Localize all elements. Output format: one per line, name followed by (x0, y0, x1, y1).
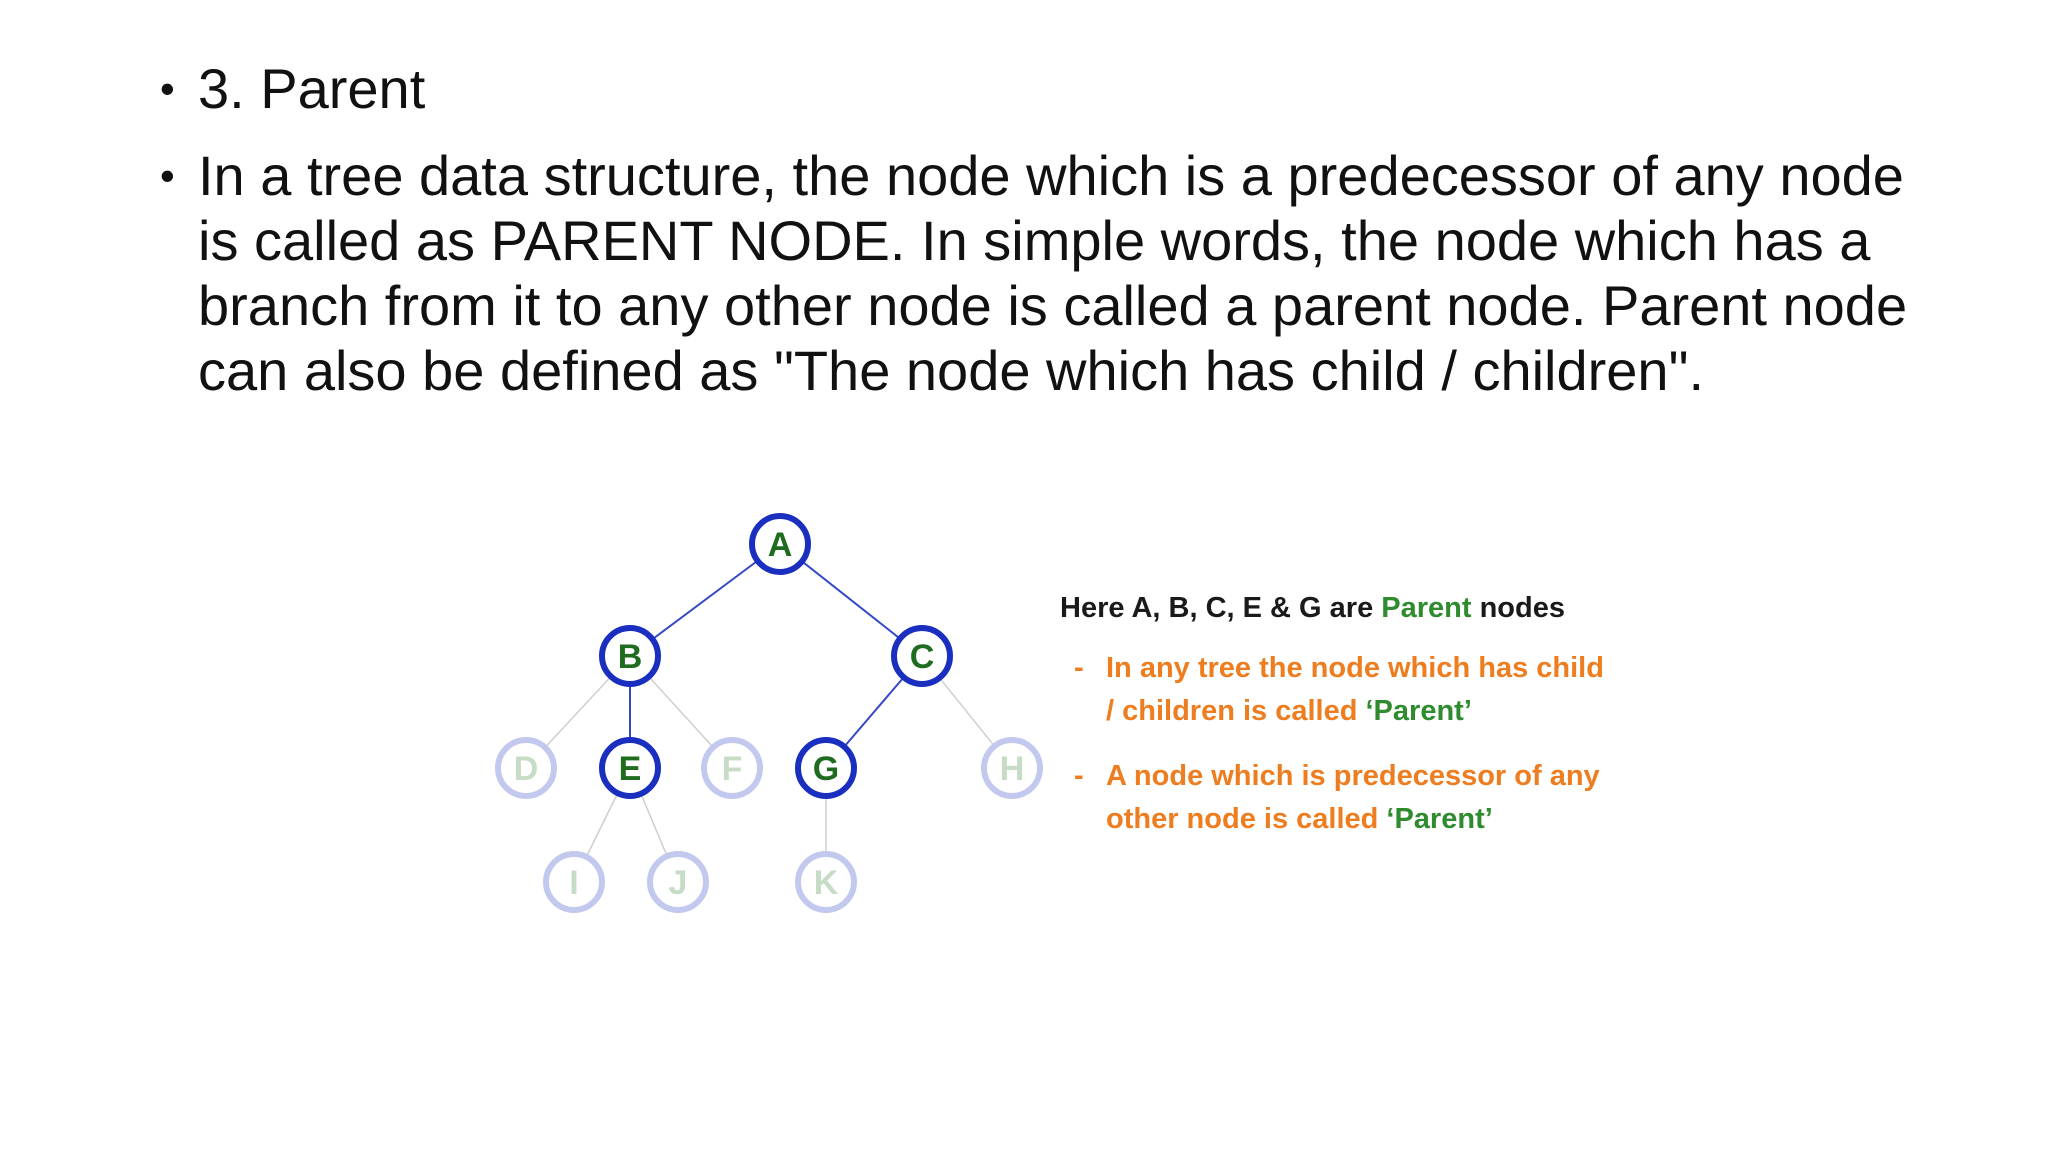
tree-edge-E-I (586, 793, 617, 857)
headline-suffix: nodes (1471, 592, 1565, 624)
tree-node-label: B (617, 638, 643, 676)
tree-edge-C-G (844, 677, 904, 746)
tree-node-A (752, 516, 808, 572)
tree-node-E (602, 740, 658, 796)
tree-node-label: D (513, 750, 539, 788)
headline-highlight: Parent (1381, 592, 1472, 624)
tree-edges (545, 561, 994, 857)
point-highlight: ‘Parent’ (1386, 803, 1493, 835)
tree-node-I (546, 854, 602, 910)
bullet-dot: • (160, 152, 175, 199)
tree-edge-B-F (649, 677, 713, 748)
tree-node-label: A (767, 526, 793, 564)
bullet-dot: • (160, 65, 175, 112)
tree-node-H (984, 740, 1040, 796)
headline-prefix: Here A, B, C, E & G are (1060, 592, 1382, 624)
explanation-panel (1060, 592, 1620, 841)
point-text: In any tree the node which has child / children is called (1106, 652, 1604, 727)
point-text: A node which is predecessor of any other node is called (1106, 760, 1600, 835)
tree-node-label: C (909, 638, 935, 676)
tree-node-F (704, 740, 760, 796)
tree-node-G (798, 740, 854, 796)
tree-node-K (798, 854, 854, 910)
tree-edge-A-C (802, 561, 900, 638)
tree-node-label: J (668, 864, 688, 902)
tree-edge-C-H (940, 678, 995, 746)
tree-node-label: K (813, 864, 839, 902)
tree-diagram (480, 504, 1040, 944)
tree-edge-E-J (641, 794, 667, 856)
tree-node-J (650, 854, 706, 910)
explanation-point-2 (1060, 755, 1620, 841)
tree-node-label: I (569, 864, 579, 902)
point-highlight: ‘Parent’ (1365, 695, 1472, 727)
tree-edge-A-B (652, 561, 757, 639)
explanation-point-1 (1060, 647, 1620, 733)
tree-node-label: E (618, 750, 642, 788)
point-dash: - (1074, 652, 1084, 684)
explanation-headline (1060, 592, 1620, 625)
bullet-list (160, 56, 1920, 425)
bullet-item-heading (160, 56, 1920, 121)
tree-node-B (602, 628, 658, 684)
tree-node-label: F (721, 750, 743, 788)
point-dash: - (1074, 760, 1084, 792)
tree-node-label: H (999, 750, 1025, 788)
bullet-item-definition (160, 143, 1920, 403)
tree-edge-B-D (545, 677, 611, 748)
tree-node-D (498, 740, 554, 796)
tree-node-C (894, 628, 950, 684)
tree-nodes (498, 516, 1040, 910)
bullet-definition-text: In a tree data structure, the node which is a predecessor of any node is called as PARENT NODE. In simple words, the node which has a branch from it to any other node is called a parent node. Parent node can also be defined as "The node which has child / children". (198, 144, 1908, 402)
bullet-heading-text: 3. Parent (198, 57, 426, 120)
tree-node-label: G (812, 750, 840, 788)
parent-node-figure (480, 504, 1640, 944)
